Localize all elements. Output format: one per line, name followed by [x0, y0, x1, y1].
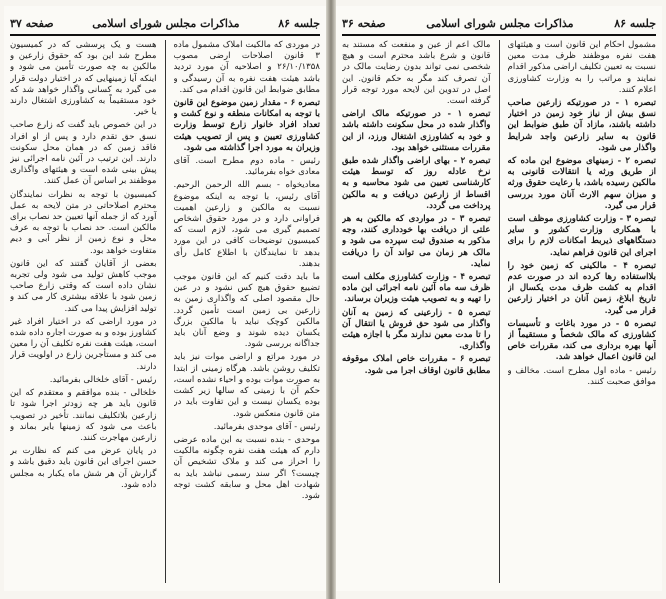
paragraph: رئیس - ماده دوم مطرح است. آقای معادی خواه بفرمائید. [173, 156, 320, 178]
text-columns [10, 40, 320, 583]
issue-label: جلسه ۸۶ [278, 16, 320, 30]
paragraph: تبصره ۴ - مالکینی که زمین خود را بلااستفاده رها کرده اند در صورت عدم اقدام به کشت ظرف مدت یکسال از تاریخ ابلاغ، زمین آنان در اختیار زارعین قرار می گیرد. [507, 260, 656, 316]
paragraph: رئیس - آقای موحدی بفرمائید. [213, 421, 320, 432]
page-37 [4, 6, 326, 591]
page-number: صفحه ۳۷ [10, 16, 54, 30]
paragraph: در موردی که مالکیت املاک مشمول ماده ۳ قانون اصلاحات ارضی مصوب ۲۶/۱۰/۱۳۵۸ و اصلاحیه آن مورد تردید باشد هیئت هفت نفره به آن رسیدگی و مطابق ضوابط این قانون اقدام می کند. [173, 40, 320, 95]
paragraph: خلخالی - بنده موافقم و معتقدم که این قانون باید هر چه زودتر اجرا شود تا زارعین بلاتکلیف نمانند. تأخیر در تصویب باعث می شود که زمینها بایر بماند و زارعین مهاجرت کنند. [10, 388, 157, 443]
column-right [174, 40, 321, 583]
paragraph: مشمول احکام این قانون است و هیئتهای هفت نفره موظفند ظرف مدت معین نسبت به تعیین تکلیف اراضی مذکور اقدام نمایند و مراتب را به وزارت کشاورزی اعلام کنند. [507, 40, 656, 95]
paragraph: تبصره ۵ - زارعینی که زمین به آنان واگذار می شود حق فروش یا انتقال آن را تا مدت معین ندارند مگر با اجازه هیئت واگذاری. [342, 307, 491, 352]
paragraph: تبصره ۲ - زمینهای موضوع این ماده که از طریق ورثه یا انتقالات قانونی به مالکین رسیده باشد، با رعایت حقوق ورثه و میزان سهم الارث آنان مورد بررسی قرار می گیرد. [507, 156, 656, 211]
column-right [508, 40, 657, 583]
journal-title: مذاکرات مجلس شورای اسلامی [426, 16, 574, 30]
paragraph: معادیخواه - بسم الله الرحمن الرحیم. آقای رئیس، با توجه به اینکه موضوع نسبت به مالکین و زارعین اهمیت فراوانی دارد و در مورد حقوق اشخاص تصمیم گیری می شود، لازم است که کمیسیون توضیحات کافی در این مورد بدهد تا نمایندگان با اطلاع کامل رأی بدهند. [173, 180, 320, 269]
column-divider [165, 40, 166, 583]
page-header [10, 12, 320, 36]
column-left [342, 40, 491, 583]
paragraph: تبصره ۴ - وزارت کشاورزی مکلف است ظرف سه ماه آئین نامه اجرائی این ماده را تهیه و به تصویب هیئت وزیران برساند. [342, 272, 491, 305]
paragraph: رئیس - آقای خلخالی بفرمائید. [49, 374, 157, 385]
paragraph: هست و یک پرسشی که در کمیسیون مطرح شد این بود که حقوق زارعین و مالکین به چه صورت تأمین می شود و اینکه آیا زمینهایی که در اختیار دولت قرار می گیرد به کسانی واگذار خواهد شد که خود مستقیماً به کشاورزی اشتغال دارند یا خیر. [10, 40, 157, 118]
paragraph: تبصره ۵ - در مورد باغات و تأسیسات کشاورزی که مالک شخصاً و مستقیماً از آنها بهره برداری می کند، مقررات خاص این قانون اعمال خواهد شد. [507, 318, 656, 363]
paragraph: بعضی از آقایان گفتند که این قانون موجب کاهش تولید می شود ولی تجربه نشان داده است که وقتی زارع صاحب زمین شود با علاقه بیشتری کار می کند و تولید افزایش پیدا می کند. [10, 258, 157, 314]
paragraph: ما باید دقت کنیم که این قانون موجب تضییع حقوق هیچ کس نشود و در عین حال مقصود اصلی که واگذاری زمین به زارعین بی زمین است تأمین گردد. مالکین کوچک نباید با مالکین بزرگ یکسان دیده شوند و وضع آنان باید جداگانه بررسی شود. [173, 272, 320, 350]
column-left [10, 40, 157, 583]
paragraph: تبصره ۱ - در صورتیکه مالک اراضی واگذار شده در محل سکونت داشته باشد و خود به کشاورزی اشتغال ورزد، از این مقررات مستثنی خواهد بود. [342, 109, 491, 153]
paragraph: تبصره ۶ - مقدار زمین موضوع این قانون با توجه به امکانات منطقه و نوع کشت و تعداد افراد خانوار زارع توسط وزارت کشاورزی تعیین و پس از تصویب هیئت وزیران به مورد اجرا گذاشته می شود. [173, 98, 320, 153]
paragraph: مالک اعم از عین و منفعت که مستند به قانون و شرع باشد محترم است و هیچ شخصی نمی تواند بدون رضایت مالک در آن تصرف کند مگر به حکم قانون. این اصل در تدوین این لایحه مورد توجه قرار گرفته است. [342, 40, 491, 107]
column-divider [499, 40, 500, 583]
paragraph: در پایان عرض می کنم که نظارت بر حسن اجرای این قانون باید دقیق باشد و گزارش آن هر شش ماه یکبار به مجلس داده شود. [10, 446, 157, 490]
paragraph: تبصره ۲ - بهای اراضی واگذار شده طبق نرخ عادله روز که توسط هیئت کارشناسی تعیین می شود محاسبه و به اقساط از زارعین دریافت و به مالکین پرداخت می گردد. [342, 156, 491, 211]
page-header [342, 12, 656, 36]
book-gutter [326, 0, 336, 599]
text-columns [342, 40, 656, 583]
paragraph: تبصره ۶ - مقررات خاص املاک موقوفه مطابق قانون اوقاف اجرا می شود. [342, 354, 491, 376]
paragraph: موحدی - بنده نسبت به این ماده عرضی دارم که هیئت هفت نفره چگونه مالکیت را احراز می کند و ملاک تشخیص آن چیست؟ اگر سند رسمی نباشد باید به شهادت اهل محل و سابقه کشت توجه شود. [173, 434, 320, 501]
issue-label: جلسه ۸۶ [614, 16, 656, 30]
paragraph: تبصره ۳ - وزارت کشاورزی موظف است با همکاری وزارت کشور و سایر دستگاههای ذیربط امکانات لازم را برای اجرای این قانون فراهم نماید. [507, 214, 656, 258]
paragraph: در مورد اراضی که در اختیار افراد غیر کشاورز بوده و به صورت اجاره داده شده است، هیئت هفت نفره تکلیف آن را معین می کند و مستأجرین زارع در اولویت قرار دارند. [10, 316, 157, 372]
paragraph: کمیسیون با توجه به نظرات نمایندگان محترم اصلاحاتی در متن لایحه به عمل آورد که از جمله آنها تعیین حد نصاب برای مالکین است. حد نصاب با توجه به عرف محل و نوع زمین از نظر آبی و دیم متفاوت خواهد بود. [10, 189, 157, 256]
paragraph: تبصره ۱ - در صورتیکه زارعین صاحب نسق بیش از نیاز خود زمین در اختیار داشته باشند، مازاد آن طبق ضوابط این قانون به سایر زارعین واجد شرایط واگذار می شود. [507, 98, 656, 153]
page-number: صفحه ۳۶ [342, 16, 386, 30]
paragraph: در مورد مراتع و اراضی موات نیز باید تکلیف روشن باشد. هرگاه زمینی از ابتدا به صورت موات بوده و احیاء نشده است، حکم آن با زمینی که سالها زیر کشت بوده یکسان نیست و این تفاوت باید در متن قانون منعکس شود. [173, 352, 320, 419]
journal-title: مذاکرات مجلس شورای اسلامی [92, 16, 240, 30]
paragraph: در این خصوص باید گفت که زارع صاحب نسق حق تقدم دارد و پس از او افراد فاقد زمین که در همان محل سکونت دارند. این ترتیب در آئین نامه اجرائی نیز پیش بینی شده است و هیئتهای واگذاری موظفند بر اساس آن عمل کنند. [10, 120, 157, 187]
page-36 [336, 6, 662, 591]
paragraph: تبصره ۳ - در مواردی که مالکین به هر علتی از دریافت بها خودداری کنند، وجه مذکور به صندوق ثبت سپرده می شود و مالک هر زمان می تواند آن را دریافت نماید. [342, 214, 491, 269]
paragraph: رئیس - ماده اول مطرح است. مخالف و موافق صحبت کنند. [507, 365, 656, 387]
